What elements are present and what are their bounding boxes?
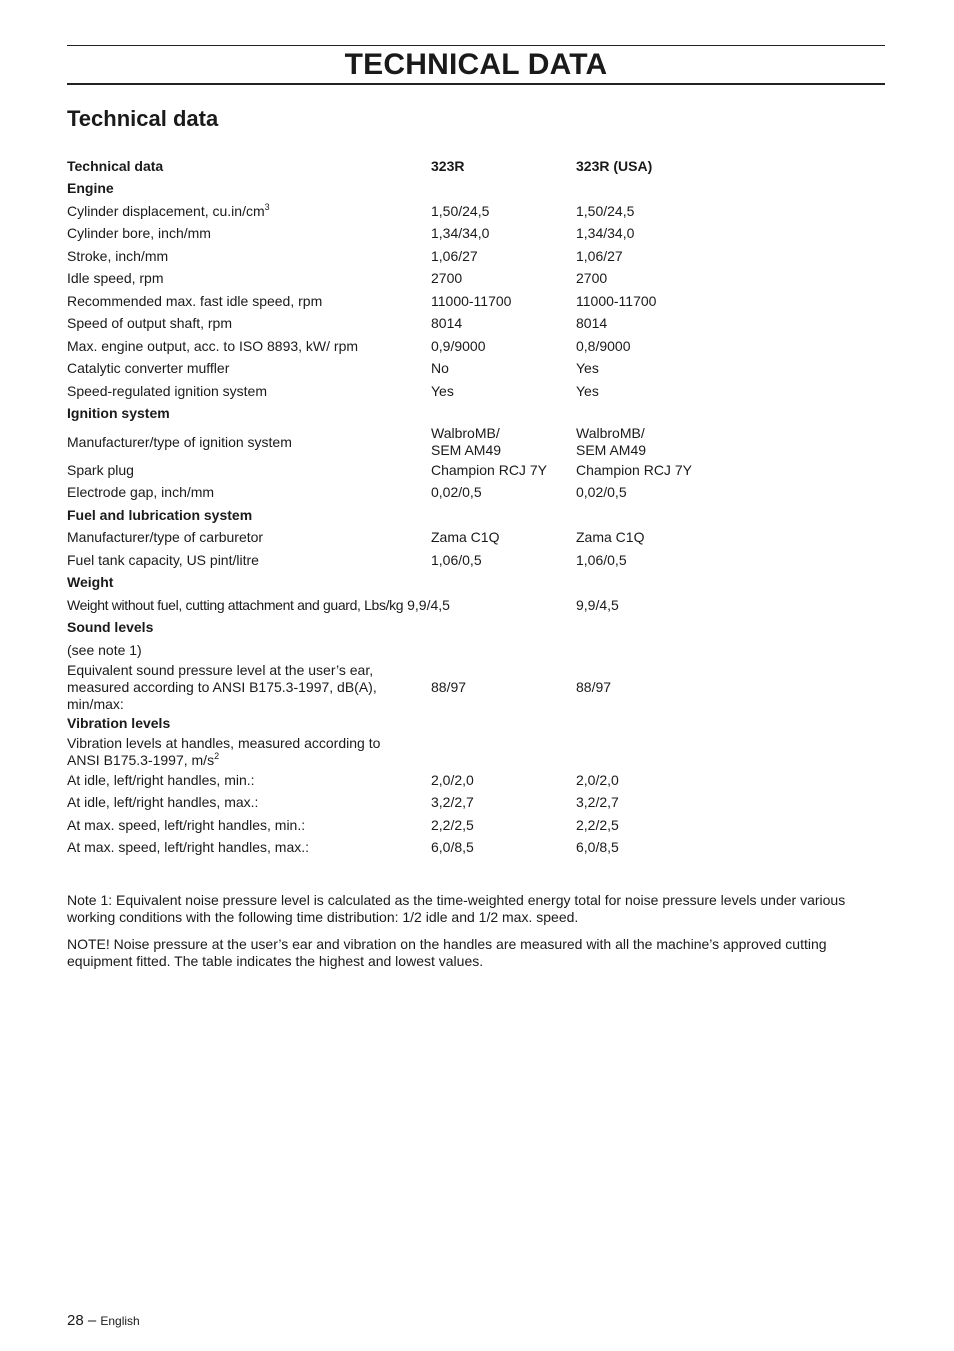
value-323r: 1,06/0,5 [431,551,482,568]
row-label: Speed-regulated ignition system [67,382,268,399]
notes-block [67,892,885,980]
value-323r: 88/97 [431,678,467,695]
table-row [67,594,885,617]
technical-data-table [67,155,885,859]
value-323r-usa: 0,8/9000 [576,337,631,354]
value-323r-usa: Zama C1Q [576,529,645,546]
page-banner [67,45,885,85]
value-323r-usa: 2,0/2,0 [576,771,619,788]
table-row [67,814,885,837]
table-row [67,769,885,792]
table-row [67,549,885,572]
group-row-vibration [67,713,885,736]
table-row [67,735,885,769]
table-header-row [67,155,885,178]
group-row-ignition [67,403,885,426]
value-323r-usa: Yes [576,382,599,399]
value-323r: 1,06/27 [431,247,478,264]
row-label: Catalytic converter muffler [67,360,230,377]
table-row [67,662,885,713]
table-row [67,268,885,291]
row-label: Fuel tank capacity, US pint/litre [67,551,259,568]
table-row [67,245,885,268]
table-row [67,837,885,860]
group-label: Sound levels [67,619,154,636]
group-label: Fuel and lubrication system [67,506,253,523]
table-row [67,792,885,815]
row-label: Manufacturer/type of carburetor [67,529,264,546]
section-title: Technical data [67,106,219,131]
row-label: Manufacturer/type of ignition system [67,433,292,450]
value-323r: 11000-11700 [431,292,512,309]
value-323r-usa: 2700 [576,270,608,287]
row-label: Cylinder bore, inch/mm [67,225,211,242]
value-323r-usa: 1,06/27 [576,247,623,264]
value-323r-usa: 11000-11700 [576,292,657,309]
table-row [67,223,885,246]
row-label: Max. engine output, acc. to ISO 8893, kW/ rpm [67,337,359,354]
group-row-engine [67,178,885,201]
value-323r-usa: Yes [576,360,599,377]
table-row [67,639,885,662]
value-323r-usa: Champion RCJ 7Y [576,461,692,478]
value-323r: WalbroMB/ SEM AM49 [431,425,502,458]
table-row [67,290,885,313]
footer-language: English [100,1314,140,1328]
group-row-fuel [67,504,885,527]
table-row [67,459,885,482]
table-row [67,358,885,381]
table-row [67,200,885,223]
value-323r: 1,34/34,0 [431,225,490,242]
value-323r: 0,9/9000 [431,337,486,354]
table-row [67,425,885,459]
row-label: At idle, left/right handles, max.: [67,794,259,811]
value-323r-empty [431,594,576,617]
value-323r-usa: 88/97 [576,678,612,695]
banner-title: TECHNICAL DATA [344,47,608,81]
row-label: Idle speed, rpm [67,270,164,287]
header-model-323r: 323R [431,157,465,174]
row-label: Equivalent sound pressure level at the user’s ear, measured according to ANSI B175.3-1997, dB(A), min/max: [67,661,377,712]
value-323r: 2,0/2,0 [431,771,474,788]
value-323r-usa: 6,0/8,5 [576,839,619,856]
value-323r-usa: 0,02/0,5 [576,484,627,501]
value-323r-usa: 1,50/24,5 [576,202,635,219]
row-label: Spark plug [67,461,134,478]
value-323r: 2,2/2,5 [431,816,474,833]
table-row [67,380,885,403]
header-label: Technical data [67,157,164,174]
group-row-weight [67,572,885,595]
row-label: (see note 1) [67,641,142,658]
value-323r-usa: 2,2/2,5 [576,816,619,833]
row-label: At max. speed, left/right handles, min.: [67,816,306,833]
value-323r: No [431,360,449,377]
table-row [67,482,885,505]
value-323r-usa: 1,34/34,0 [576,225,635,242]
row-label: Vibration levels at handles, measured according to ANSI B175.3-1997, $m/s^2$ [67,735,381,768]
header-model-323r-usa: 323R (USA) [576,157,653,174]
value-323r: 0,02/0,5 [431,484,482,501]
row-label: Recommended max. fast idle speed, rpm [67,292,323,309]
value-323r: 6,0/8,5 [431,839,474,856]
value-323r: 1,50/24,5 [431,202,490,219]
row-label: Speed of output shaft, rpm [67,315,232,332]
group-label: Vibration levels [67,715,171,732]
group-row-sound [67,617,885,640]
row-label: At max. speed, left/right handles, max.: [67,839,310,856]
value-323r-usa: 8014 [576,315,608,332]
row-label: Electrode gap, inch/mm [67,484,215,501]
value-323r-usa: 9,9/4,5 [576,596,619,613]
row-label: At idle, left/right handles, min.: [67,771,255,788]
value-323r: Champion RCJ 7Y [431,461,547,478]
note-1: Note 1: Equivalent noise pressure level is calculated as the time-weighted energy total for noise pressure levels under various working conditions with the following time distribution: 1/2 idle and 1/2 max. speed. [67,892,846,925]
value-323r: Yes [431,382,454,399]
value-323r: 2700 [431,270,463,287]
value-323r-usa: WalbroMB/ SEM AM49 [576,425,647,458]
table-row [67,313,885,336]
note-2: NOTE! Noise pressure at the user’s ear and vibration on the handles are measured with all the machine’s approved cutting equipment fitted. The table indicates the highest and lowest values. [67,936,827,969]
value-323r: Zama C1Q [431,529,500,546]
row-label: Stroke, inch/mm [67,247,169,264]
value-323r: 3,2/2,7 [431,794,474,811]
value-323r-usa: 3,2/2,7 [576,794,619,811]
value-323r: 8014 [431,315,463,332]
group-label: Engine [67,180,114,197]
group-label: Weight [67,574,114,591]
page-number: 28 – [67,1312,97,1329]
table-row [67,335,885,358]
table-row [67,527,885,550]
group-label: Ignition system [67,405,170,422]
row-label: Cylinder displacement, $cu.in/cm^3$ [67,201,270,219]
value-323r-usa: 1,06/0,5 [576,551,627,568]
row-label: Weight without fuel, cutting attachment and guard, Lbs/kg 9,9/4,5 [67,596,450,613]
page-footer [67,1312,140,1329]
